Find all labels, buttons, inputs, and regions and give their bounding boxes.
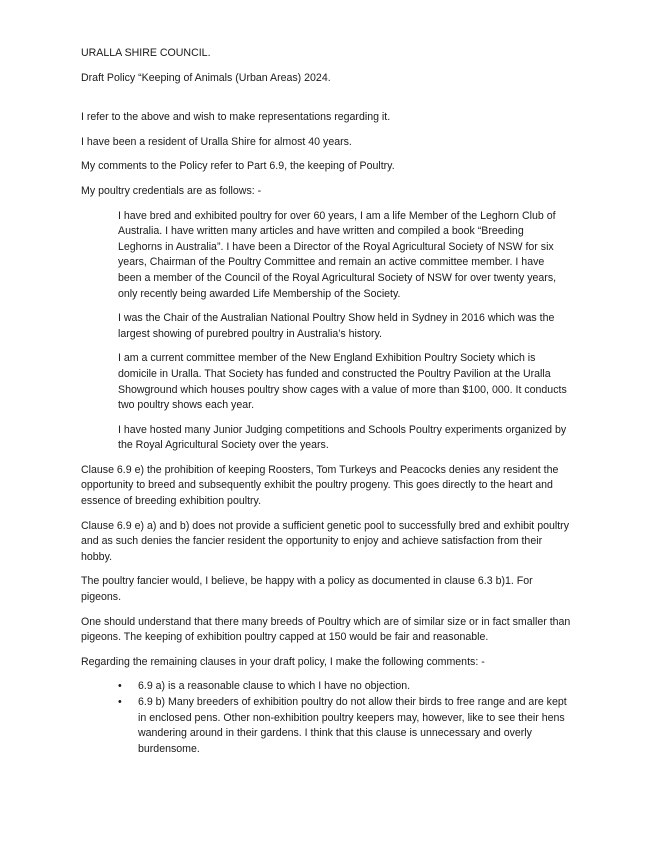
intro-paragraph: I refer to the above and wish to make representations regarding it. xyxy=(81,111,391,124)
bullet-icon: • xyxy=(118,696,122,708)
intro-paragraph: My poultry credentials are as follows: - xyxy=(81,184,262,197)
policy-title: Draft Policy “Keeping of Animals (Urban Areas) 2024. xyxy=(81,71,331,84)
body-paragraph: Regarding the remaining clauses in your draft policy, I make the following comments: - xyxy=(81,655,485,668)
credential-paragraph: I am a current committee member of the New England Exhibition Poultry Society which is domicile in Uralla. That Society has funded and constructed the Poultry Pavilion at the Uralla Showground which houses poultry show cages with a value of more than $100, 000. It conducts two poultry shows each year. xyxy=(118,352,567,412)
document-page xyxy=(81,46,571,757)
credential-paragraph: I have hosted many Junior Judging competitions and Schools Poultry experiments organized by the Royal Agricultural Society over the years. xyxy=(118,423,567,452)
bullet-icon: • xyxy=(118,680,122,693)
list-item xyxy=(118,695,571,757)
body-paragraph: Clause 6.9 e) a) and b) does not provide a sufficient genetic pool to successfully bred and exhibit poultry and as such denies the fancier resident the opportunity to enjoy and achieve satisfaction from their hobby. xyxy=(81,519,569,563)
credentials-block xyxy=(118,209,570,454)
council-name: URALLA SHIRE COUNCIL. xyxy=(81,47,211,59)
body-paragraph: Clause 6.9 e) the prohibition of keeping Roosters, Tom Turkeys and Peacocks denies any resident the opportunity to breed and subsequently exhibit the poultry progeny. This goes directly to the heart and essence of breeding exhibition poultry. xyxy=(81,463,559,508)
body-paragraph: One should understand that there many breeds of Poultry which are of similar size or in fact smaller than pigeons. The keeping of exhibition poultry capped at 150 would be fair and reasonable. xyxy=(81,615,571,644)
credential-paragraph: I have bred and exhibited poultry for over 60 years, I am a life Member of the Leghorn Club of Australia. I have written many articles and have written and compiled a book “Breeding Leghorns in Australia”. I have been a Director of the Royal Agricultural Society of NSW for six years, Chairman of the Poultry Committee and remain an active committee member. I have been a member of the Council of the Royal Agricultural Society of NSW for over twenty years, only recently being awarded Life Membership of the Society. xyxy=(118,209,557,300)
body-paragraph: The poultry fancier would, I believe, be happy with a policy as documented in clause 6.3 b)1. For pigeons. xyxy=(81,575,533,604)
intro-paragraph: I have been a resident of Uralla Shire for almost 40 years. xyxy=(81,135,352,148)
list-item xyxy=(118,679,571,695)
credential-paragraph: I was the Chair of the Australian National Poultry Show held in Sydney in 2016 which was the largest showing of purebred poultry in Australia’s history. xyxy=(118,312,555,340)
spacer xyxy=(81,95,571,110)
comments-list xyxy=(81,679,571,757)
intro-paragraph: My comments to the Policy refer to Part 6.9, the keeping of Poultry. xyxy=(81,160,395,173)
list-item-text: 6.9 b) Many breeders of exhibition poultry do not allow their birds to free range and are kept in enclosed pens. Other non-exhibition poultry keepers may, however, like to see their hens wandering around in their gardens. I think that this clause is unnecessary and overly burdensome. xyxy=(138,696,567,755)
list-item-text: 6.9 a) is a reasonable clause to which I have no objection. xyxy=(138,680,411,693)
